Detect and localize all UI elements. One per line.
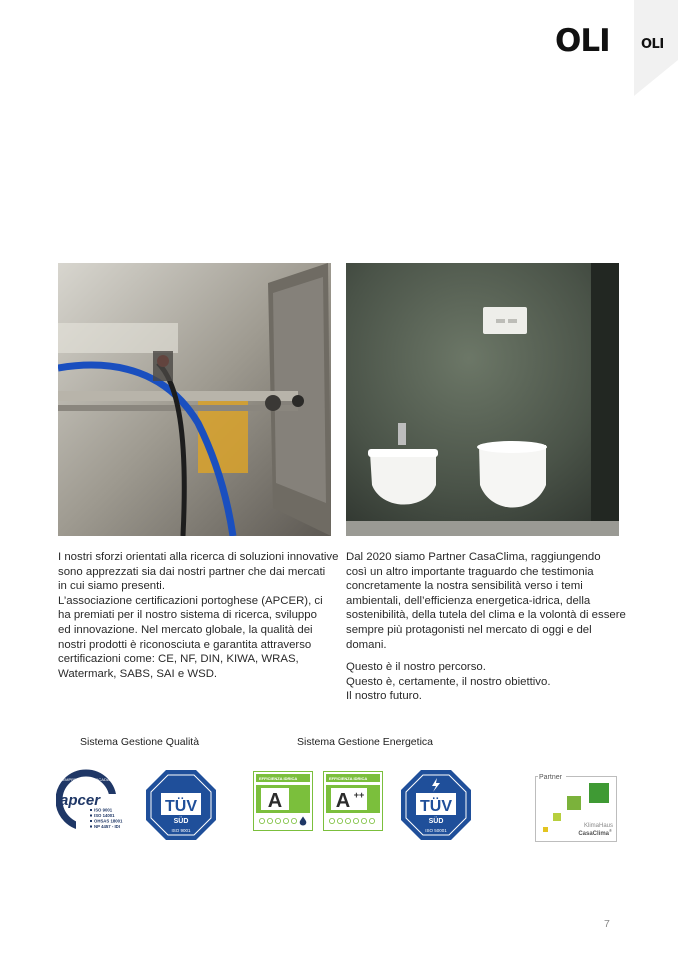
apcer-standard: ISO 9001 [94,807,113,813]
efficiency-header: EFFICIENZA IDRICA [259,776,298,781]
tuv-sub: SÜD [428,818,444,825]
industrial-photo-art [58,263,331,536]
energy-system-label: Sistema Gestione Energetica [297,736,433,748]
casaclima-text: CasaClima [578,831,609,837]
tuv-quality-art [145,769,217,841]
text-line: Il nostro futuro. [346,690,422,703]
tuv-name: TÜV [420,798,452,815]
efficiency-app-label [323,771,383,831]
text-line: L’associazione certificazioni portoghese (APCER), ci [58,594,323,607]
efficiency-a-label [253,771,313,831]
text-line: Watermark, SABS, SAI e WSD. [58,667,218,680]
text-line: sono apprezzati sia dai nostri partner che dai mercati [58,565,326,578]
text-line: Dal 2020 siamo Partner CasaClima, raggiungendo [346,551,601,563]
tuv-energy-art [400,769,472,841]
text-line: domani. [346,638,387,651]
text-line: ed innovazione. Nel mercato globale, la qualità dei [58,623,313,636]
efficiency-grade: A [335,790,351,812]
apcer-badge [56,768,134,834]
text-line: ambientali, dell’efficienza energetica-idrica, della [346,594,591,607]
tuv-code: ISO 9001 [171,828,191,833]
industrial-photo [58,263,331,536]
klimahaus-text: KlimaHaus [583,823,613,829]
closing-paragraph [346,660,551,704]
text-line: certificazioni come: CE, NF, DIN, KIWA, WRAS, [58,653,299,666]
casaclima-art [535,770,617,842]
quality-system-label: Sistema Gestione Qualità [80,736,200,748]
apcer-arc-text: EMPRESA CERTIFICADA [62,777,110,782]
tuv-energy-badge [400,769,472,841]
efficiency-grade: A [267,790,283,812]
casaclima-paragraph [346,550,626,652]
tuv-sub: SÜD [173,818,189,825]
registered-mark: ® [609,828,612,833]
oli-small-logo: OLI [641,37,664,52]
text-line: nostri prodotti è riconosciuta e garantita attraverso [58,638,312,651]
apcer-standard: OHSAS 18001 [94,818,123,824]
text-line: in cui siamo presenti. [58,580,165,593]
tuv-quality-badge [145,769,217,841]
efficiency-header: EFFICIENZA IDRICA [329,776,368,781]
partner-label: Partner [539,774,562,781]
corner-fold [634,60,678,96]
efficiency-app-art [323,771,383,831]
apcer-standard: NP 4457 - IDI [94,824,120,829]
text-line: ha premiati per il nostro sistema di ricerca, sviluppo [58,609,317,622]
apcer-name: apcer [60,792,101,809]
page-number: 7 [604,918,610,930]
text-line: I nostri sforzi orientati alla ricerca di soluzioni innovative [58,551,339,563]
intro-paragraph [58,550,338,681]
casaclima-partner-badge [535,770,617,842]
text-line: sempre più protagonisti nel mercato di oggi e del [346,623,592,636]
text-line: Questo è il nostro percorso. [346,661,486,673]
efficiency-a-art [253,771,313,831]
apcer-badge-art [56,768,134,834]
text-line: così un altro importante traguardo che testimonia [346,565,594,578]
text-line: concretamente la nostra sensibilità verso i temi [346,580,583,593]
text-line: sostenibilità, della tutela del clima e la volontà di essere [346,609,626,622]
apcer-standard: ISO 14001 [94,813,115,818]
efficiency-plus: ++ [353,790,365,800]
tuv-name: TÜV [165,798,197,815]
oli-logo[interactable]: OLI [555,23,610,59]
text-line: Questo è, certamente, il nostro obiettivo. [346,675,551,688]
bathroom-photo-art [346,263,619,536]
bathroom-photo [346,263,619,536]
tuv-code: ISO 50001 [425,828,447,833]
